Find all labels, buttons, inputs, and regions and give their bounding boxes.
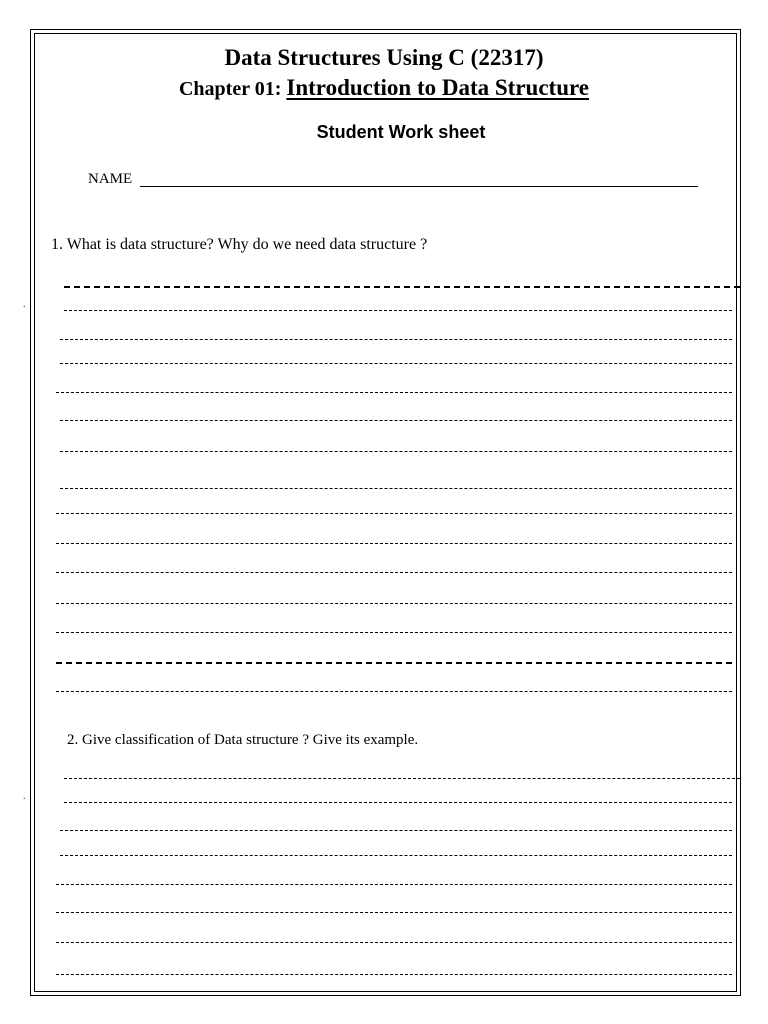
document-title: Data Structures Using C (22317) (224, 45, 544, 70)
answer-line[interactable] (56, 392, 732, 393)
answer-line[interactable] (56, 942, 732, 943)
answer-line[interactable] (60, 830, 732, 831)
question-1-number: 1. (51, 236, 63, 253)
question-2-number: 2. (67, 732, 79, 748)
answer-line[interactable] (56, 513, 732, 514)
answer-line[interactable] (56, 572, 732, 573)
chapter-prefix: Chapter 01: (178, 78, 287, 100)
answer-line[interactable] (60, 420, 732, 421)
answer-line[interactable] (56, 543, 732, 544)
chapter-heading (0, 74, 768, 103)
answer-line[interactable] (56, 884, 732, 885)
name-label: NAME (88, 171, 133, 187)
answer-line[interactable] (56, 662, 732, 664)
answer-line[interactable] (56, 912, 732, 913)
answer-line[interactable] (64, 778, 740, 779)
stray-mark: . (23, 299, 26, 310)
answer-line[interactable] (60, 451, 732, 452)
answer-line[interactable] (60, 339, 732, 340)
question-2 (67, 730, 418, 750)
question-2-text: Give classification of Data structure ? Give its example. (82, 732, 419, 748)
answer-line[interactable] (64, 310, 732, 311)
answer-line[interactable] (64, 802, 732, 803)
answer-line[interactable] (56, 691, 732, 692)
answer-line[interactable] (56, 603, 732, 604)
answer-line[interactable] (64, 286, 740, 288)
name-input-line[interactable] (140, 186, 698, 187)
question-1-text: What is data structure? Why do we need data structure ? (66, 236, 428, 253)
stray-mark: . (23, 791, 26, 802)
answer-line[interactable] (56, 632, 732, 633)
answer-line[interactable] (60, 488, 732, 489)
answer-line[interactable] (60, 855, 732, 856)
answer-line[interactable] (56, 974, 732, 975)
question-1 (51, 235, 427, 255)
answer-line[interactable] (60, 363, 732, 364)
chapter-title: Introduction to Data Structure (286, 75, 590, 100)
worksheet-subtitle: Student Work sheet (316, 122, 486, 142)
